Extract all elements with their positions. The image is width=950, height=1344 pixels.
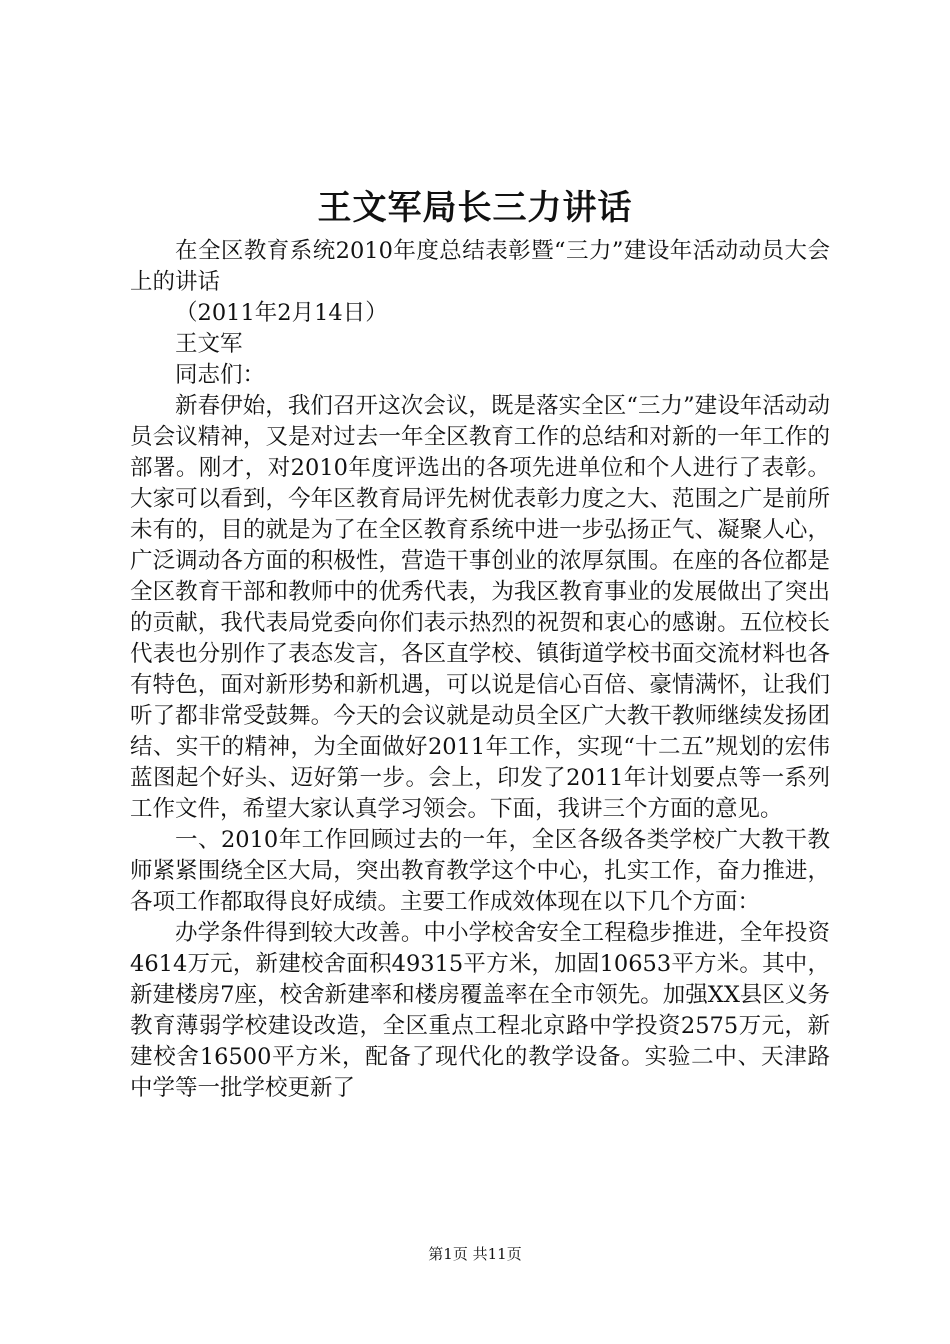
document-title: 王文军局长三力讲话 xyxy=(317,188,633,228)
speaker-name: 王文军 xyxy=(175,331,243,357)
salutation: 同志们： xyxy=(175,362,266,388)
document-body xyxy=(130,236,830,1104)
speech-date: （2011年2月14日） xyxy=(175,300,388,326)
speech-subtitle: 在全区教育系统2010年度总结表彰暨“三力”建设年活动动员大会上的讲话 xyxy=(130,238,830,295)
body-paragraph-intro: 新春伊始，我们召开这次会议，既是落实全区“三力”建设年活动动员会议精神，又是对过去一年全区教育工作的总结和对新的一年工作的部署。刚才，对2010年度评选出的各项先进单位和个人进行了表彰。大家可以看到，今年区教育局评先树优表彰力度之大、范围之广是前所未有的，目的就是为了在全区教育系统中进一步弘扬正气、凝聚人心，广泛调动各方面的积极性，营造干事创业的浓厚氛围。在座的各位都是全区教育干部和教师中的优秀代表，为我区教育事业的发展做出了突出的贡献，我代表局党委向你们表示热烈的祝贺和衷心的感谢。五位校长代表也分别作了表态发言，各区直学校、镇街道学校书面交流材料也各有特色，面对新形势和新机遇，可以说是信心百倍、豪情满怀，让我们听了都非常受鼓舞。今天的会议就是动员全区广大教干教师继续发扬团结、实干的精神，为全面做好2011年工作，实现“十二五”规划的宏伟蓝图起个好头、迈好第一步。会上，印发了2011年计划要点等一系列工作文件，希望大家认真学习领会。下面，我讲三个方面的意见。 xyxy=(130,393,830,822)
body-paragraph-review: 一、2010年工作回顾过去的一年，全区各级各类学校广大教干教师紧紧围绕全区大局，突出教育教学这个中心，扎实工作，奋力推进，各项工作都取得良好成绩。主要工作成效体现在以下几个方面： xyxy=(130,827,830,915)
page-footer: 第1页 共11页 xyxy=(428,1245,522,1263)
body-paragraph-conditions: 办学条件得到较大改善。中小学校舍安全工程稳步推进，全年投资4614万元，新建校舍面积49315平方米，加固10653平方米。其中，新建楼房7座，校舍新建率和楼房覆盖率在全市领先。加强XX县区义务教育薄弱学校建设改造，全区重点工程北京路中学投资2575万元，新建校舍16500平方米，配备了现代化的教学设备。实验二中、天津路中学等一批学校更新了 xyxy=(130,920,830,1101)
